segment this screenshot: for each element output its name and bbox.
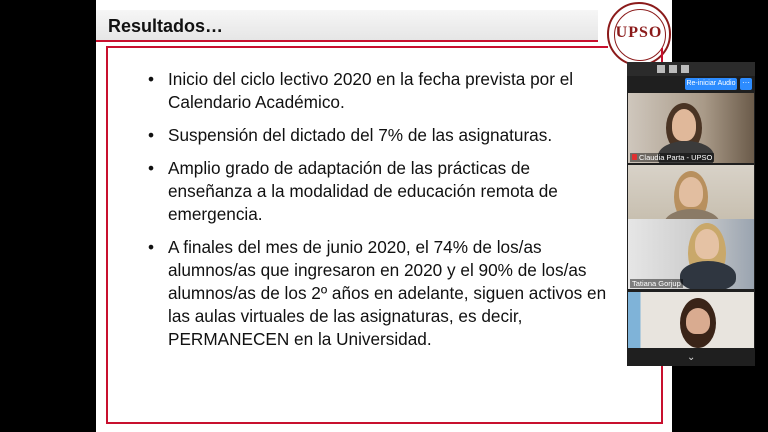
logo-text: UPSO <box>615 24 663 41</box>
participant-tile[interactable] <box>628 219 754 289</box>
participant-face <box>695 229 719 259</box>
bullet-item: • Amplio grado de adaptación de las prácticas de enseñanza a la modalidad de educación remota de emergencia. <box>148 157 608 226</box>
participant-tile[interactable] <box>628 292 754 348</box>
participant-face <box>686 308 710 334</box>
scroll-down-icon[interactable]: ⌄ <box>687 352 696 363</box>
more-options-button[interactable]: ··· <box>740 78 752 90</box>
restart-audio-button[interactable]: Re-iniciar Audio <box>685 78 737 90</box>
speaker-view-icon[interactable] <box>669 65 677 73</box>
muted-mic-icon <box>632 154 637 160</box>
participant-face <box>672 109 696 141</box>
slide-title: Resultados… <box>108 16 224 36</box>
participant-face <box>679 177 703 207</box>
minimize-icon[interactable] <box>657 65 665 73</box>
participant-name: Tatiana Gorjup <box>632 279 681 288</box>
slide-title-bar <box>96 10 598 42</box>
video-panel <box>627 62 755 366</box>
bullet-item: • A finales del mes de junio 2020, el 74% de los/as alumnos/as que ingresaron en 2020 y el 90% de los/as alumnos/as de los 2º años en adelante, siguen activos en las aulas virtuales de las asignaturas, es decir, PERMANECEN en la Universidad. <box>148 236 608 351</box>
bullet-item: • Inicio del ciclo lectivo 2020 en la fecha prevista por el Calendario Académico. <box>148 68 608 114</box>
participant-body <box>680 261 736 289</box>
gallery-view-icon[interactable] <box>681 65 689 73</box>
audio-row <box>627 76 755 92</box>
participant-name: Claudia Parta - UPSO <box>630 153 714 162</box>
participant-tile[interactable] <box>628 93 754 163</box>
panel-toolbar <box>627 62 755 76</box>
bullet-item: • Suspensión del dictado del 7% de las asignaturas. <box>148 124 608 147</box>
presentation-slide <box>96 0 672 432</box>
bullet-list <box>148 68 608 361</box>
